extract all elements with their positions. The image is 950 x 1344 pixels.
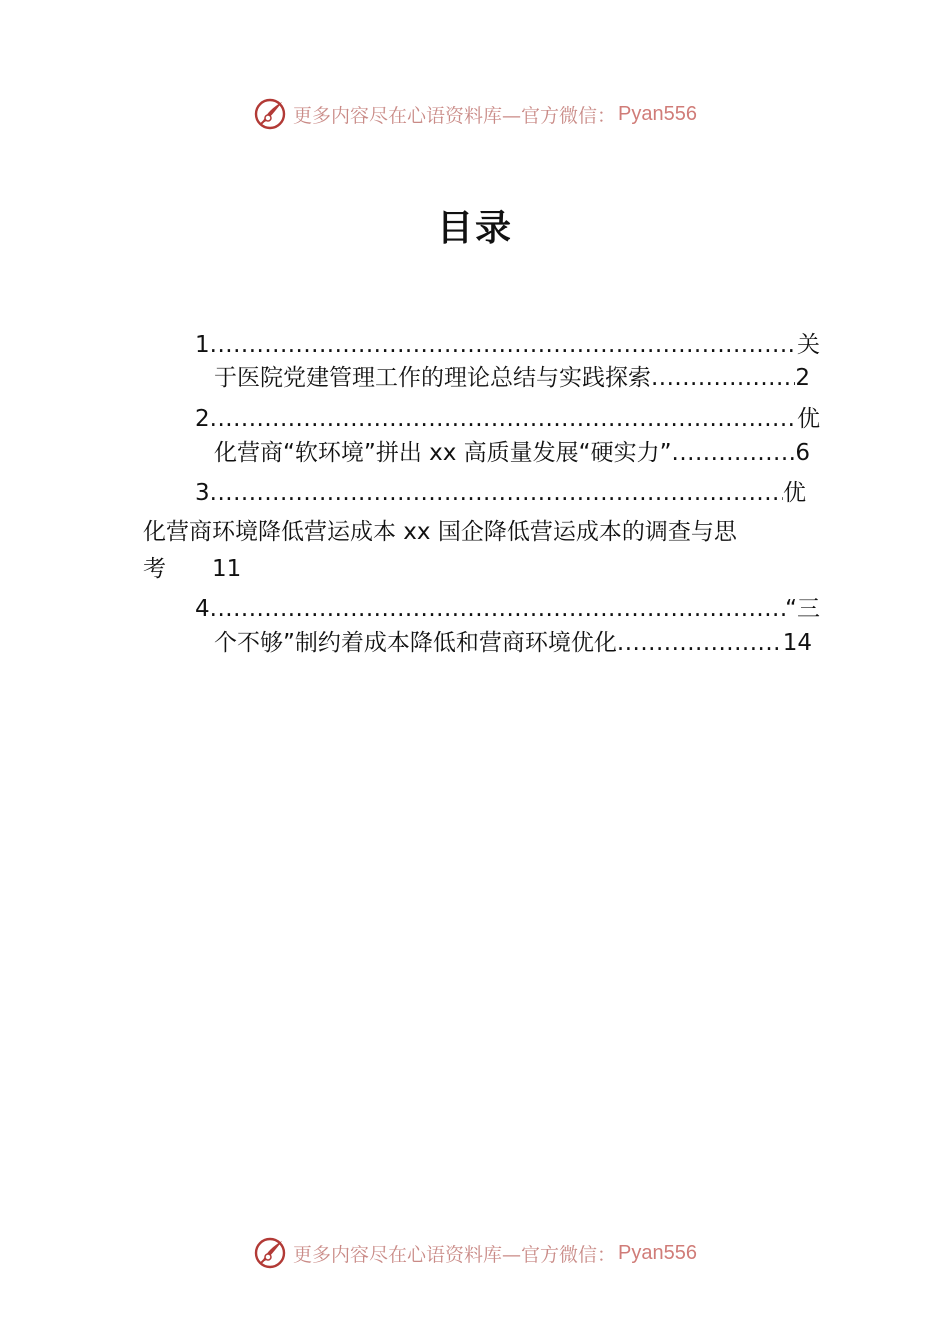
- footer-wechat-handle: Pyan556: [618, 1241, 697, 1264]
- toc-leader-dots: [672, 437, 796, 469]
- toc-entry-lead-end: 优: [797, 406, 820, 432]
- toc-entry-4-lead[interactable]: [195, 593, 820, 625]
- toc-entry-lead-end: 优: [783, 480, 806, 506]
- toc-entry-number: 4: [195, 596, 210, 622]
- toc-page-number: 2: [795, 365, 810, 391]
- toc-entry-text: 考: [143, 556, 166, 582]
- toc-entry-text: 化营商“软环境”拼出 xx 高质量发展“硬实力”: [214, 440, 672, 466]
- quill-seal-logo-icon: [253, 1236, 287, 1270]
- toc-entry-1-title[interactable]: [214, 362, 810, 394]
- toc-page-number: 14: [782, 630, 812, 656]
- toc-entry-number: 2: [195, 406, 210, 432]
- toc-entry-text: 于医院党建管理工作的理论总结与实践探索: [214, 365, 651, 391]
- toc-page-number: 6: [795, 440, 810, 466]
- toc-entry-3-title-tail[interactable]: [143, 553, 241, 585]
- toc-entry-lead-end: 关: [797, 332, 820, 358]
- footer-banner: [0, 1233, 950, 1273]
- toc-entry-number: 1: [195, 332, 210, 358]
- toc-leader-dots: [210, 477, 783, 509]
- header-wechat-handle: Pyan556: [618, 102, 697, 125]
- toc-entry-1-lead[interactable]: [195, 329, 820, 361]
- header-banner: [0, 94, 950, 134]
- toc-entry-text: 个不够”制约着成本降低和营商环境优化: [214, 630, 617, 656]
- page-title: 目录: [436, 207, 513, 249]
- footer-slogan: 更多内容尽在心语资料库—官方微信：: [293, 1243, 617, 1266]
- toc-entry-2-lead[interactable]: [195, 403, 820, 435]
- toc-entry-number: 3: [195, 480, 210, 506]
- toc-leader-dots: [210, 329, 797, 361]
- toc-leader-dots: [617, 627, 783, 659]
- toc-entry-4-title[interactable]: [214, 627, 812, 659]
- toc-leader-dots: [210, 593, 785, 625]
- toc-entry-2-title[interactable]: [214, 437, 810, 469]
- header-slogan: 更多内容尽在心语资料库—官方微信：: [293, 104, 617, 127]
- toc-entry-3-lead[interactable]: [195, 477, 806, 509]
- quill-seal-logo-icon: [253, 97, 287, 131]
- toc-entry-lead-end: “三: [785, 596, 820, 622]
- toc-leader-dots: [651, 362, 795, 394]
- toc-entry-3-title[interactable]: 化营商环境降低营运成本 xx 国企降低营运成本的调查与思: [143, 519, 737, 545]
- toc-page-number: 11: [212, 556, 242, 582]
- toc-leader-dots: [210, 403, 797, 435]
